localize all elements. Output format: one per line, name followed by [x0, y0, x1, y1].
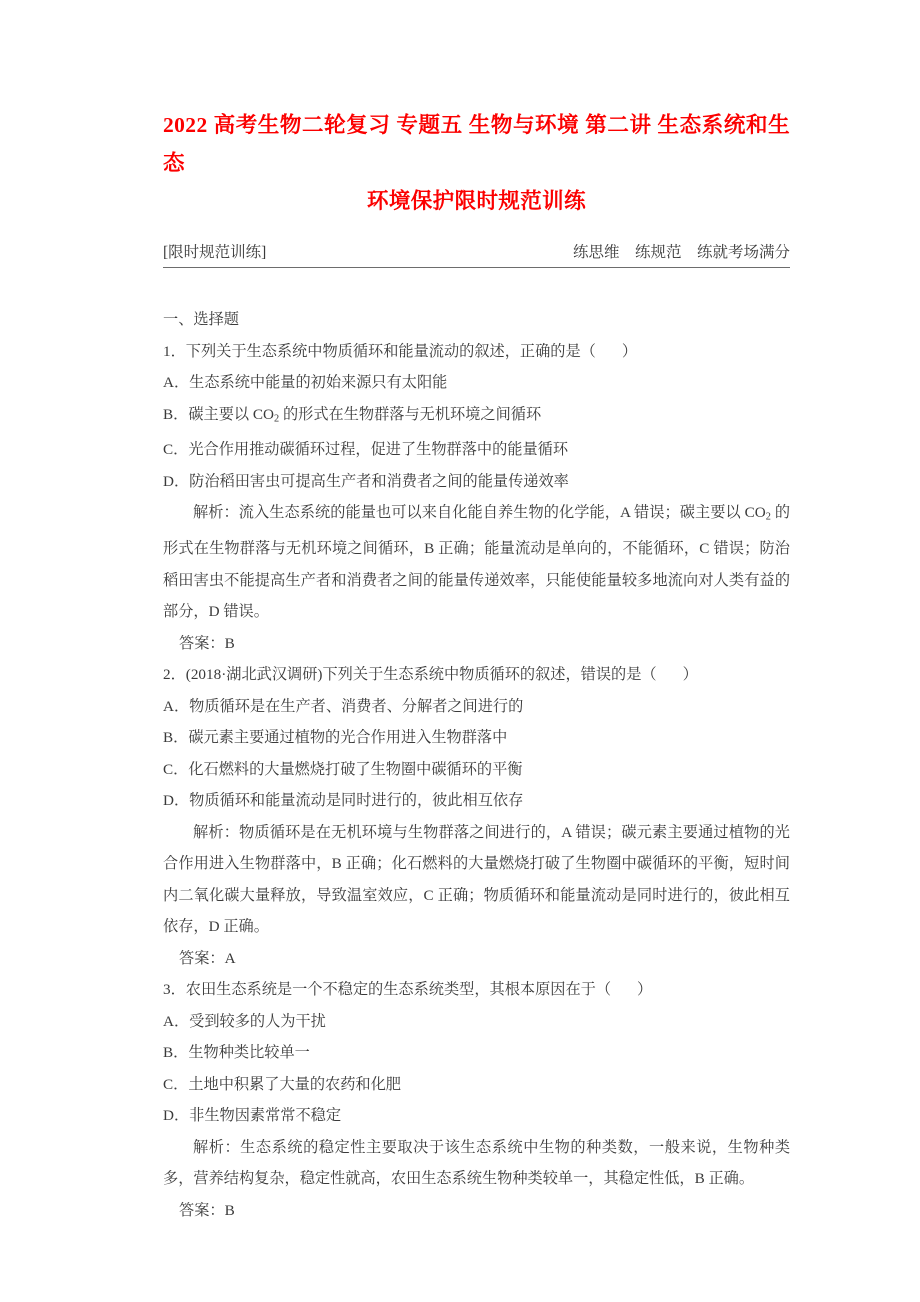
explanation-text: 解析：物质循环是在无机环境与生物群落之间进行的，A 错误；碳元素主要通过植物的光合作用进入生物群落中，B 正确；化石燃料的大量燃烧打破了生物圈中碳循环的平衡，短时间内二氧化碳大量释放，导致温室效应，C 正确；物质循环和能量流动是同时进行的，彼此相互依存，D 正确。: [163, 823, 790, 936]
option-a: A．物质循环是在生产者、消费者、分解者之间进行的: [163, 697, 524, 715]
question-stem-text: 3．农田生态系统是一个不稳定的生态系统类型，其根本原因在于（: [163, 981, 612, 999]
option-a: A．受到较多的人为干扰: [163, 1012, 326, 1030]
question-stem: [163, 336, 790, 368]
question-stem: [163, 659, 790, 691]
option-d: D．非生物因素常常不稳定: [163, 1107, 342, 1125]
subscript-2: 2: [765, 511, 771, 523]
option-a: A．生态系统中能量的初始来源只有太阳能: [163, 374, 448, 391]
answer-text: 答案：B: [179, 1201, 235, 1219]
question-block: [163, 336, 790, 660]
option-b: B．碳元素主要通过植物的光合作用进入生物群落中: [163, 729, 508, 747]
section-header-right-slogan: 练思维 练规范 练就考场满分: [572, 244, 790, 261]
section-label-choice: 一、选择题: [163, 311, 239, 328]
question-block: [163, 659, 790, 974]
question-block: [163, 974, 790, 1226]
question-stem: [163, 974, 790, 1006]
page-title-line-2: 环境保护限时规范训练: [366, 189, 586, 213]
explanation-text: 解析：生态系统的稳定性主要取决于该生态系统中生物的种类数，一般来说，生物种类多，营养结构复杂，稳定性就高，农田生态系统生物种类较单一，其稳定性低，B 正确。: [163, 1138, 790, 1188]
question-stem-text: 1．下列关于生态系统中物质循环和能量流动的叙述，正确的是（: [163, 342, 596, 360]
option-c: C．化石燃料的大量燃烧打破了生物圈中碳循环的平衡: [163, 760, 523, 778]
section-header-left-label: [限时规范训练]: [163, 244, 267, 261]
explanation-text: 解析：流入生态系统的能量也可以来自化能自养生物的化学能，A 错误；碳主要以 $CO_2$ 的形式在生物群落与无机环境之间循环，B 正确；能量流动是单向的，不能循环，C 错误；防治稻田害虫不能提高生产者和消费者之间的能量传递效率，只能使能量较多地流向对人类有益的部分，D 错误。: [163, 504, 791, 621]
question-stem-close: ）: [637, 981, 653, 999]
page-title-line-1: 2022 高考生物二轮复习 专题五 生物与环境 第二讲 生态系统和生态: [163, 113, 790, 175]
option-b: B．生物种类比较单一: [163, 1044, 310, 1062]
option-d: D．防治稻田害虫可提高生产者和消费者之间的能量传递效率: [163, 472, 569, 490]
page-title: [163, 106, 790, 220]
subscript-2: 2: [273, 412, 280, 424]
page-content: [163, 0, 790, 1226]
section-header-band: [163, 242, 790, 268]
answer-text: 答案：B: [179, 634, 235, 652]
option-c: C．土地中积累了大量的农药和化肥: [163, 1075, 401, 1093]
option-b: B．碳主要以 $CO_2$ 的形式在生物群落与无机环境之间循环: [163, 405, 542, 424]
option-d: D．物质循环和能量流动是同时进行的，彼此相互依存: [163, 792, 524, 810]
question-stem-close: ）: [621, 342, 638, 360]
question-stem-close: ）: [682, 666, 698, 684]
answer-text: 答案：A: [179, 949, 236, 967]
option-c: C．光合作用推动碳循环过程，促进了生物群落中的能量循环: [163, 441, 569, 459]
question-stem-text: 2．(2018·湖北武汉调研)下列关于生态系统中物质循环的叙述，错误的是（: [163, 666, 657, 684]
